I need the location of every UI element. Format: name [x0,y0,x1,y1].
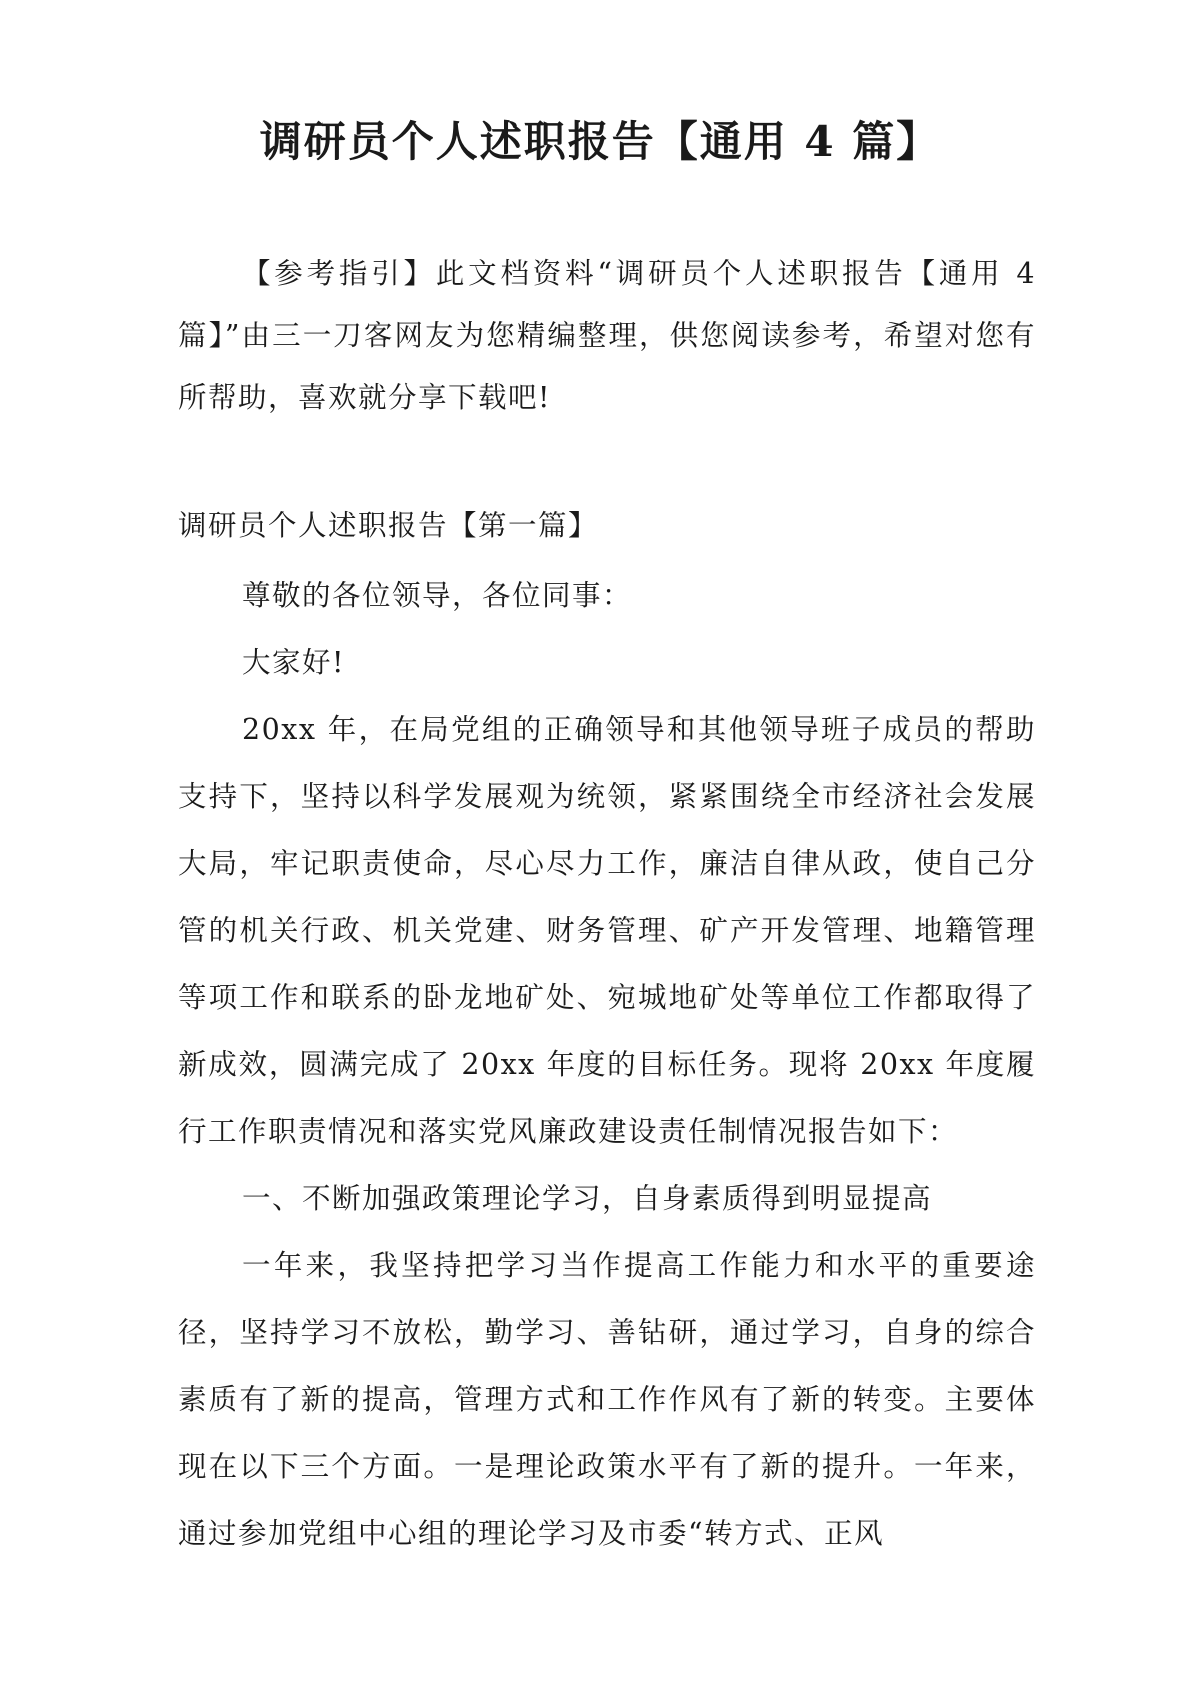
document-body [178,562,1036,1567]
document-title: 调研员个人述职报告【通用 4 篇】 [259,117,941,166]
section-heading: 调研员个人述职报告【第一篇】 [178,509,599,542]
body-paragraph: 一年来，我坚持把学习当作提高工作能力和水平的重要途径，坚持学习不放松，勤学习、善钻研，通过学习，自身的综合素质有了新的提高，管理方式和工作作风有了新的转变。主要体现在以下三个方面。一是理论政策水平有了新的提升。一年来，通过参加党组中心组的理论学习及市委“转方式、正风 [178,1249,1036,1550]
salutation-paragraph: 尊敬的各位领导，各位同事： [242,579,633,612]
reference-guide-paragraph: 【参考指引】此文档资料“调研员个人述职报告【通用 4 篇】”由三一刀客网友为您精编整理，供您阅读参考，希望对您有所帮助，喜欢就分享下载吧! [178,257,1036,414]
body-paragraph: 20xx 年，在局党组的正确领导和其他领导班子成员的帮助支持下，坚持以科学发展观为统领，紧紧围绕全市经济社会发展大局，牢记职责使命，尽心尽力工作，廉洁自律从政，使自己分管的机关行政、机关党建、财务管理、矿产开发管理、地籍管理等项工作和联系的卧龙地矿处、宛城地矿处等单位工作都取得了新成效，圆满完成了 20xx 年度的目标任务。现将 20xx 年度履行工作职责情况和落实党风廉政建设责任制情况报告如下： [178,713,1036,1148]
greeting-paragraph: 大家好! [242,646,345,679]
subsection-heading: 一、不断加强政策理论学习，自身素质得到明显提高 [242,1182,933,1215]
